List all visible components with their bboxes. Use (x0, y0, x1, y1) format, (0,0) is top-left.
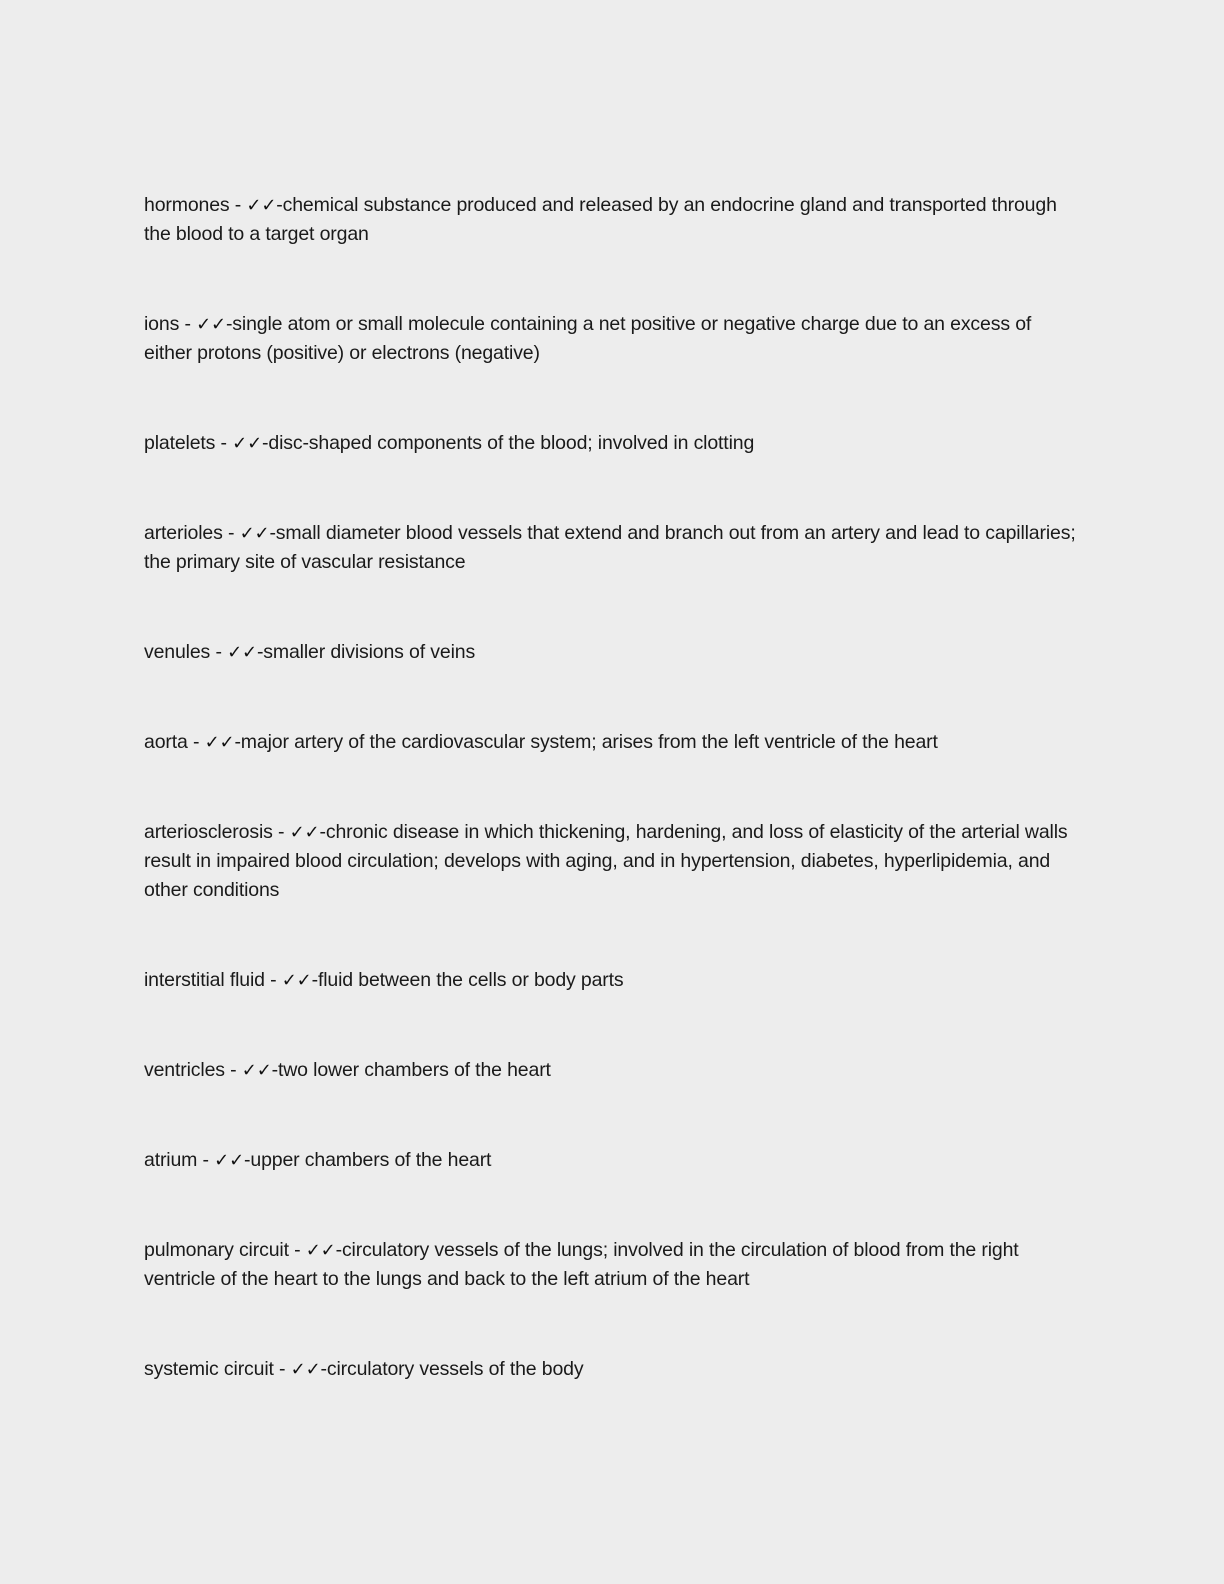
list-item (144, 728, 1084, 757)
entry-term: platelets (144, 432, 216, 454)
entry-separator: - (288, 1239, 306, 1261)
check-mark-icon: ✓✓ (289, 822, 320, 843)
check-mark-icon: ✓✓ (196, 314, 226, 335)
check-mark-icon: ✓✓ (246, 195, 277, 216)
entry-separator: - (273, 1358, 291, 1380)
list-item (144, 310, 1084, 368)
entry-definition: -single atom or small molecule containing a net positive or negative charge due to an excess of either protons (positive) or electrons (negative) (144, 313, 1032, 364)
entry-definition: -upper chambers of the heart (244, 1149, 492, 1171)
entry-term: hormones (144, 194, 230, 216)
list-item (144, 1056, 1084, 1085)
entry-separator: - (229, 194, 247, 216)
flashcard-list (144, 191, 1084, 1445)
entry-term: interstitial fluid (144, 969, 265, 991)
entry-term: aorta (144, 731, 188, 753)
entry-definition: -two lower chambers of the heart (271, 1059, 551, 1081)
entry-definition: -circulatory vessels of the body (320, 1358, 584, 1380)
list-item (144, 818, 1084, 905)
entry-definition: -chronic disease in which thickening, hardening, and loss of elasticity of the arterial walls result in impaired blood circulation; develops with aging, and in hypertension, diabetes, hyperlipidemia, and other conditions (144, 821, 1068, 901)
check-mark-icon: ✓✓ (204, 732, 235, 753)
entry-definition: -smaller divisions of veins (256, 641, 476, 663)
entry-separator: - (215, 432, 233, 454)
check-mark-icon: ✓✓ (214, 1150, 245, 1171)
entry-separator: - (197, 1149, 215, 1171)
list-item (144, 1355, 1084, 1384)
check-mark-icon: ✓✓ (239, 523, 270, 544)
entry-term: arterioles (144, 522, 223, 544)
list-item (144, 429, 1084, 458)
entry-definition: -fluid between the cells or body parts (311, 969, 624, 991)
list-item (144, 1146, 1084, 1175)
entry-separator: - (187, 731, 205, 753)
entry-separator: - (264, 969, 282, 991)
entry-separator: - (272, 821, 290, 843)
check-mark-icon: ✓✓ (290, 1359, 321, 1380)
entry-term: atrium (144, 1149, 198, 1171)
entry-term: systemic circuit (144, 1358, 274, 1380)
entry-term: arteriosclerosis (144, 821, 273, 843)
entry-term: pulmonary circuit (144, 1239, 289, 1261)
entry-definition: -disc-shaped components of the blood; involved in clotting (262, 432, 755, 454)
list-item (144, 519, 1084, 577)
check-mark-icon: ✓✓ (227, 642, 257, 663)
check-mark-icon: ✓✓ (241, 1060, 272, 1081)
entry-definition: -small diameter blood vessels that extend and branch out from an artery and lead to capillaries; the primary site of vascular resistance (144, 522, 1076, 573)
entry-term: ions (144, 313, 180, 335)
entry-term: venules (144, 641, 211, 663)
entry-definition: -chemical substance produced and released by an endocrine gland and transported through the blood to a target organ (144, 194, 1057, 245)
check-mark-icon: ✓✓ (281, 970, 312, 991)
entry-definition: -circulatory vessels of the lungs; involved in the circulation of blood from the right ventricle of the heart to the lungs and back to the left atrium of the heart (144, 1239, 1019, 1290)
entry-separator: - (222, 522, 240, 544)
entry-separator: - (224, 1059, 242, 1081)
list-item (144, 638, 1084, 667)
entry-separator: - (210, 641, 228, 663)
entry-term: ventricles (144, 1059, 225, 1081)
list-item (144, 966, 1084, 995)
check-mark-icon: ✓✓ (305, 1240, 336, 1261)
entry-separator: - (179, 313, 197, 335)
list-item (144, 191, 1084, 249)
entry-definition: -major artery of the cardiovascular system; arises from the left ventricle of the heart (234, 731, 938, 753)
check-mark-icon: ✓✓ (232, 433, 263, 454)
list-item (144, 1236, 1084, 1294)
